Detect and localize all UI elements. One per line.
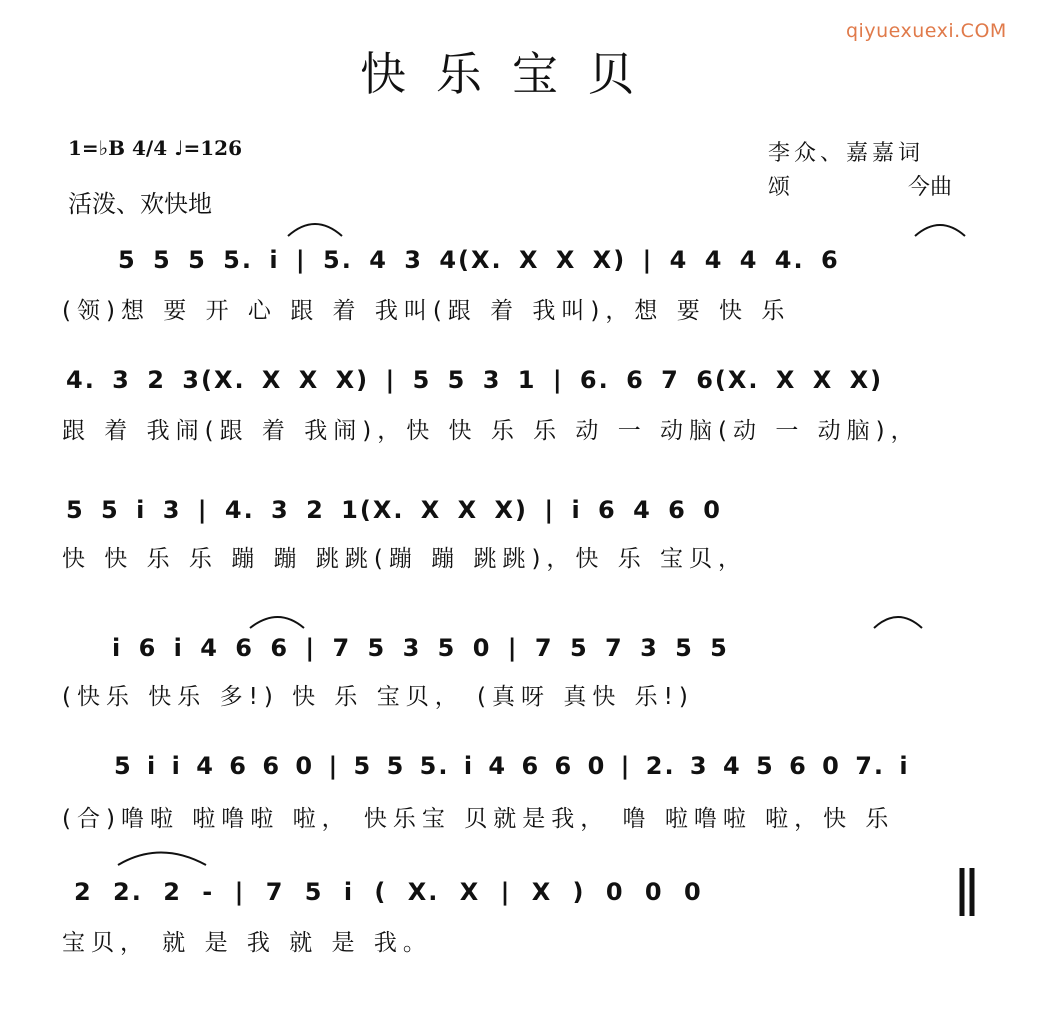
tie-mark — [874, 617, 922, 628]
tie-mark — [288, 224, 342, 236]
lyric-line: (领)想 要 开 心 跟 着 我叫(跟 着 我叫)，想 要 快 乐 — [62, 298, 791, 324]
tie-mark — [250, 617, 304, 628]
lyric-line: (合)噜啦 啦噜啦 啦， 快乐宝 贝就是我， 噜 啦噜啦 啦，快 乐 — [62, 806, 895, 832]
tie-mark — [915, 225, 965, 236]
notation-line: i 6 i 4 6 6 | 7 5 3 5 0 | 7 5 7 3 5 5 — [112, 634, 729, 662]
notation-line: 5 i i 4 6 6 0 | 5 5 5. i 4 6 6 0 | 2. 3 4 5 6 0 7. i — [114, 752, 910, 780]
tie-mark — [118, 853, 206, 866]
final-barline — [962, 868, 972, 916]
site-watermark: qiyuexuexi.COM — [846, 20, 1007, 42]
key-signature: 1=♭B 4/4 ♩=126 — [68, 136, 243, 160]
composer-name: 颂 — [768, 175, 791, 200]
song-title: 快乐宝贝 — [360, 47, 664, 101]
composer-role: 今曲 — [908, 175, 953, 200]
lyric-line: 跟 着 我闹(跟 着 我闹)，快 快 乐 乐 动 一 动脑(动 一 动脑)， — [62, 418, 920, 444]
tempo-marking: 活泼、欢快地 — [68, 190, 212, 218]
lyric-line: (快乐 快乐 多!) 快 乐 宝贝， (真呀 真快 乐!) — [62, 684, 694, 710]
notation-line: 2 2. 2 - | 7 5 i ( X. X | X ) 0 0 0 — [74, 878, 703, 906]
notation-line: 4. 3 2 3(X. X X X) | 5 5 3 1 | 6. 6 7 6(X. X X X) — [66, 366, 884, 394]
notation-line: 5 5 i 3 | 4. 3 2 1(X. X X X) | i 6 4 6 0 — [66, 496, 722, 524]
lyric-line: 宝贝， 就 是 我 就 是 我。 — [62, 930, 432, 956]
notation-line: 5 5 5 5. i | 5. 4 3 4(X. X X X) | 4 4 4 4. 6 — [118, 246, 840, 274]
lyric-line: 快 快 乐 乐 蹦 蹦 跳跳(蹦 蹦 跳跳)，快 乐 宝贝， — [62, 546, 748, 572]
lyricist-credit: 李众、嘉嘉词 — [768, 141, 925, 166]
